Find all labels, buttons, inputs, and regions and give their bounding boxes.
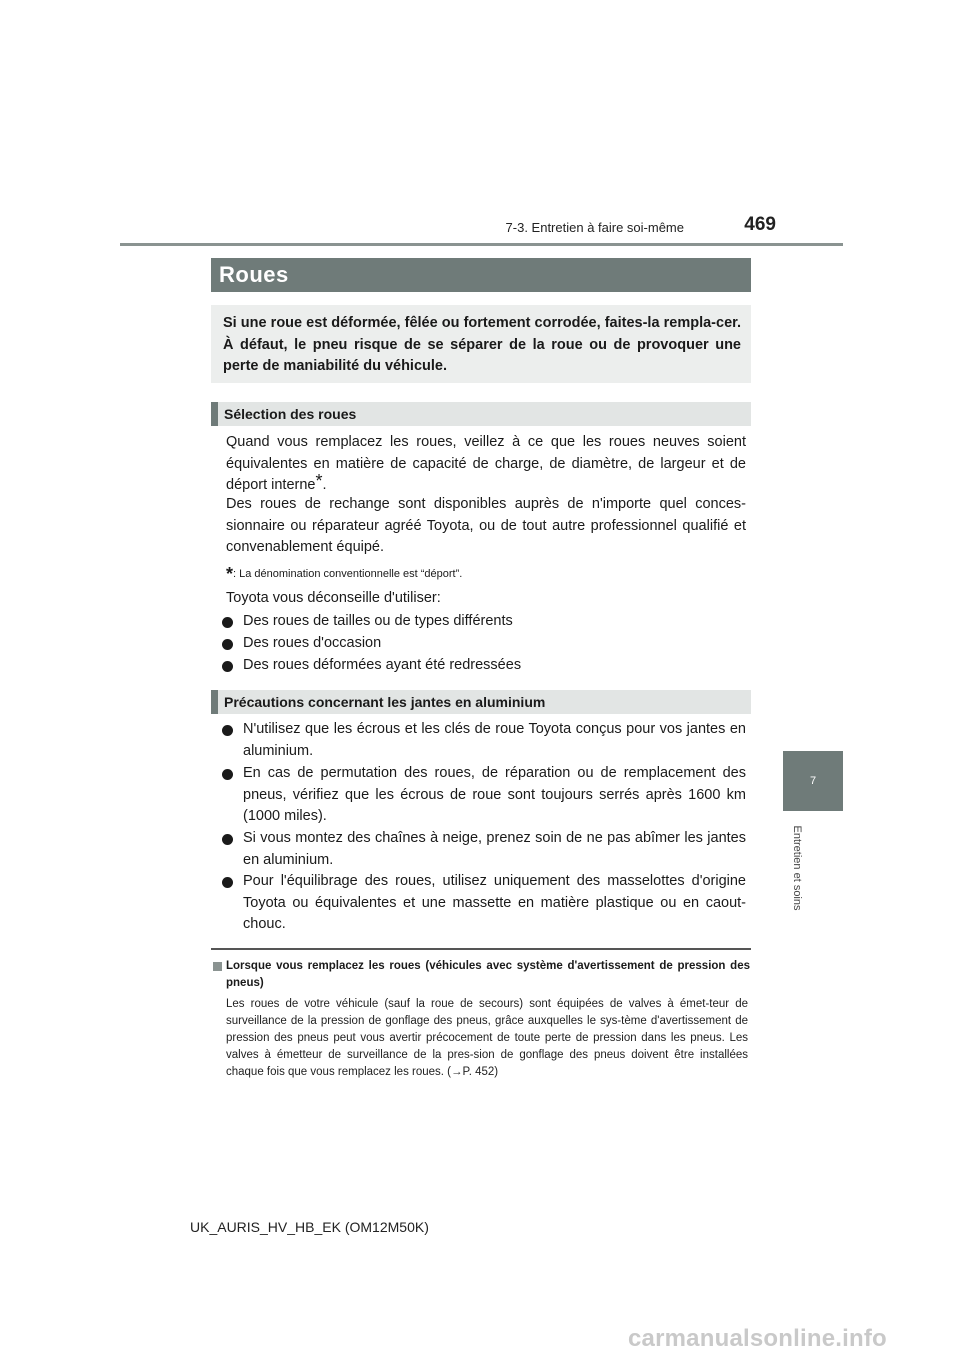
paragraph-wheel-equivalence [226, 432, 746, 497]
subheader-marker [211, 402, 218, 426]
header-rule [120, 243, 843, 246]
footnote [226, 564, 746, 585]
list-item: Pour l'équilibrage des roues, utilisez uniquement des masselottes d'origine Toyota ou équivalentes et une massette en matière plastique ou en caout-chouc. [222, 871, 746, 936]
chapter-number: 7 [809, 775, 817, 787]
subheader-marker [211, 690, 218, 714]
bullet-icon [222, 639, 233, 650]
page-number: 469 [744, 214, 776, 235]
note-body: Les roues de votre véhicule (sauf la roue de secours) sont équipées de valves à émet-teur de surveillance de la pression de gonflage des pneus, grâce auxquelles le sys-tème d'avertissement de pression des pneus peut vous avertir précocement de toute perte de pression dans les pneus. Les valves à émetteur de surveillance de la pres-sion de gonflage des pneus doivent être installées chaque fois que vous remplacez les roues. (→P. 452) [226, 998, 748, 1078]
footnote-asterisk: * [226, 564, 234, 584]
list-item: Des roues de tailles ou de types différents [222, 611, 746, 633]
list-item: Des roues déformées ayant été redressées [222, 655, 746, 677]
bullet-icon [222, 725, 233, 736]
watermark: carmanualsonline.info [628, 1325, 887, 1352]
list-item: N'utilisez que les écrous et les clés de roue Toyota conçus pour vos jantes en aluminium. [222, 719, 746, 762]
intro-text: Si une roue est déformée, fêlée ou fortement corrodée, faites-la rempla-cer. À défaut, le pneu risque de se séparer de la roue ou de provoquer une perte de maniabilité du véhicule. [223, 315, 741, 374]
paragraph-lead: Toyota vous déconseille d'utiliser: [226, 590, 441, 606]
page-title: Roues [219, 262, 289, 287]
list-item: Si vous montez des chaînes à neige, prenez soin de ne pas abîmer les jantes en aluminium. [222, 828, 746, 871]
note-square-icon [213, 962, 222, 971]
section-divider [211, 948, 751, 950]
bullet-icon [222, 617, 233, 628]
header-section-title: 7-3. Entretien à faire soi-même [505, 220, 684, 235]
para-text-end: . [322, 477, 327, 493]
bullet-icon [222, 661, 233, 672]
footnote-text: : La dénomination conventionnelle est “déport”. [233, 568, 463, 580]
list-item: Des roues d'occasion [222, 633, 746, 655]
chapter-title-vertical: Entretien et soins [791, 825, 803, 911]
title-bar [211, 258, 751, 292]
paragraph-spare-wheels: Des roues de rechange sont disponibles auprès de n'importe quel conces-sionnaire ou réparateur agréé Toyota, ou de tout autre professionnel qualifié et convenablement équipé. [226, 496, 746, 555]
chapter-tab [783, 751, 843, 811]
para-text: Quand vous remplacez les roues, veillez à ce que les roues neuves soient équivalentes en matière de capacité de charge, de diamètre, de largeur et de déport interne [226, 434, 746, 493]
note-title: Lorsque vous remplacez les roues (véhicules avec système d'avertissement de pression des pneus) [226, 960, 750, 989]
bullet-icon [222, 834, 233, 845]
subheader-selection: Sélection des roues [224, 406, 357, 422]
bullet-icon [222, 769, 233, 780]
document-code: UK_AURIS_HV_HB_EK (OM12M50K) [190, 1219, 429, 1235]
asterisk-mark: * [315, 471, 323, 491]
subheader-aluminium: Précautions concernant les jantes en aluminium [224, 694, 546, 710]
bullet-icon [222, 877, 233, 888]
list-item: En cas de permutation des roues, de réparation ou de remplacement des pneus, vérifiez que les écrous de roue sont toujours serrés après 1600 km (1000 miles). [222, 763, 746, 828]
